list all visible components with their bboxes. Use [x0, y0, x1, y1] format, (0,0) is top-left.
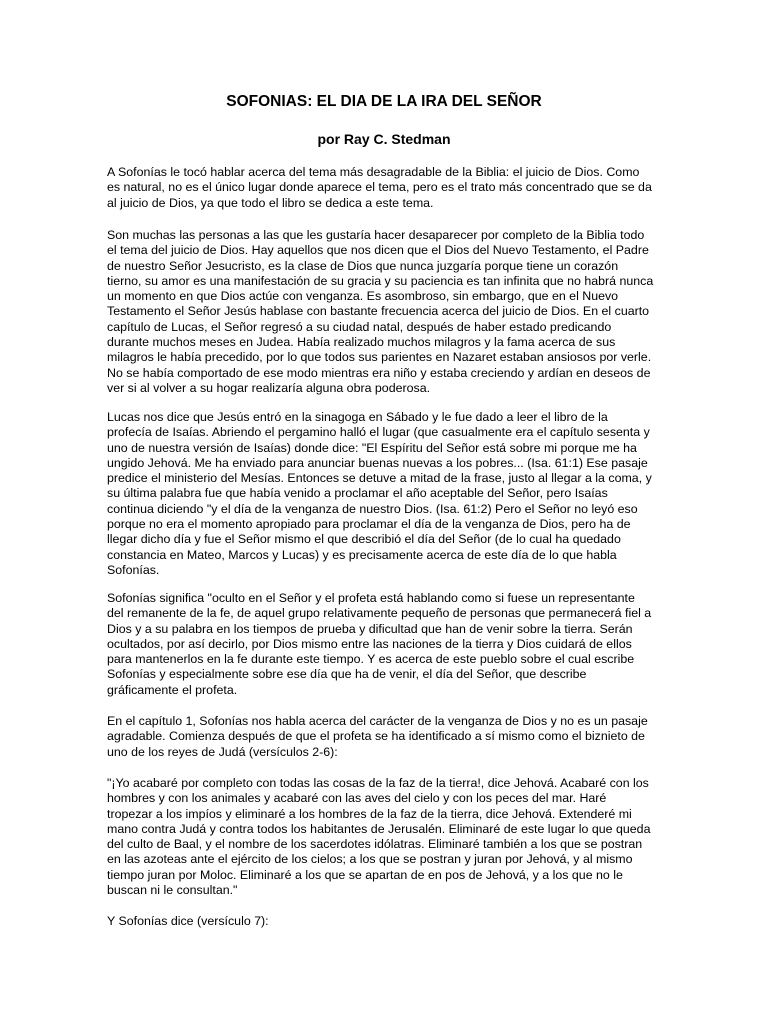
text-line: Sofonías y especialmente sobre ese día que ha de venir, el día del Señor, que describe — [107, 667, 587, 682]
text-line: predice el ministerio del Mesías. Entonces se detuve a mitad de la frase, justo al llegar a la coma, y — [107, 471, 652, 486]
text-line: Lucas nos dice que Jesús entró en la sinagoga en Sábado y le fue dado a leer el libro de la — [107, 410, 608, 424]
text-line: Sofonías significa "oculto en el Señor y el profeta está hablando como si fuese un representante — [107, 591, 635, 605]
text-line: uno de nuestra versión de Isaías) donde dice: "El Espíritu del Señor está sobre mi porque me ha — [107, 440, 637, 455]
paragraph-7 — [107, 914, 661, 929]
text-line: ver si al volver a su hogar realizaría alguna obra poderosa. — [107, 380, 431, 395]
text-line: uno de los reyes de Judá (versículos 2-6): — [107, 744, 338, 759]
paragraph-4 — [107, 591, 661, 698]
text-line: para mantenerlos en la fe durante este tiempo. Y es acerca de este pueblo sobre el cual escribe — [107, 652, 635, 667]
text-line: es natural, no es el único lugar donde aparece el tema, pero es el trato más concentrado que se da — [107, 180, 652, 195]
text-line: continua diciendo "y el día de la venganza de nuestro Dios. (Isa. 61:2) Pero el Señor no leyó eso — [107, 501, 638, 516]
text-line: gráficamente el profeta. — [107, 682, 238, 697]
text-line: "¡Yo acabaré por completo con todas las cosas de la faz de la tierra!, dice Jehová. Acabaré con los — [107, 776, 649, 790]
text-line: porque no era el momento apropiado para proclamar el día de la venganza de Dios, pero ha de — [107, 517, 631, 532]
text-line: tierno, su amor es una manifestación de su gracia y su paciencia es tan infinita que no habrá nunca — [107, 273, 654, 288]
text-line: del culto de Baal, y el nombre de los sacerdotes idólatras. Eliminaré también a los que se postran — [107, 837, 643, 852]
text-line: constancia en Mateo, Marcos y Lucas) y es precisamente acerca de este día de lo que habla — [107, 547, 617, 562]
text-line: Dios y a su palabra en los tiempos de prueba y dificultad que han de venir sobre la tierra. Serán — [107, 621, 633, 636]
text-line: ocultados, por así decirlo, por Dios mismo entre las naciones de la tierra y Dios cuidará de ellos — [107, 636, 632, 651]
text-line: tropezar a los impíos y eliminaré a los hombres de la faz de la tierra, dice Jehová. Extenderé mi — [107, 806, 632, 821]
text-line: En el capítulo 1, Sofonías nos habla acerca del carácter de la venganza de Dios y no es un pasaje — [107, 714, 648, 728]
text-line: de nuestro Señor Jesucristo, es la clase de Dios que nunca juzgaría porque tiene un corazón — [107, 258, 619, 273]
text-line: Testamento el Señor Jesús hablase con bastante frecuencia acerca del juicio de Dios. En el cuarto — [107, 304, 650, 319]
paragraph-3 — [107, 410, 661, 578]
text-line: profecía de Isaías. Abriendo el pergamino halló el lugar (que casualmente era el capítulo sesenta y — [107, 425, 650, 440]
document-title: SOFONIAS: EL DIA DE LA IRA DEL SEÑOR — [226, 93, 542, 110]
text-line: mano contra Judá y contra todos los habitantes de Jerusalén. Eliminaré de este lugar lo que queda — [107, 821, 651, 836]
text-line: Son muchas las personas a las que les gustaría hacer desaparecer por completo de la Biblia todo — [107, 228, 645, 242]
text-line: buscan ni le consultan." — [107, 883, 238, 898]
text-line: tiempo juran por Moloc. Eliminaré a los que se apartan de en pos de Jehová, y a los que no le — [107, 867, 623, 882]
paragraph-2 — [107, 228, 661, 396]
text-line: un momento en que Dios actúe con venganza. Es asombroso, sin embargo, que en el Nuevo — [107, 289, 619, 304]
text-line: su última palabra fue que había venido a proclamar el año aceptable del Señor, pero Isaías — [107, 486, 608, 501]
text-line: ungido Jehová. Me ha enviado para anunciar buenas nuevas a los pobres... (Isa. 61:1) Ese pasaje — [107, 455, 648, 470]
text-line: A Sofonías le tocó hablar acerca del tema más desagradable de la Biblia: el juicio de Dios. Como — [107, 165, 640, 179]
text-line: hombres y con los animales y acabaré con las aves del cielo y con los peces del mar. Haré — [107, 791, 607, 806]
text-line: Sofonías. — [107, 562, 160, 577]
paragraph-1 — [107, 165, 661, 211]
text-line: en las azoteas ante el ejército de los cielos; a los que se postran y juran por Jehová, y al mismo — [107, 852, 633, 867]
document-author: por Ray C. Stedman — [317, 131, 451, 147]
text-line: milagros le había precedido, por lo que todos sus parientes en Nazaret estaban ansiosos por verle. — [107, 350, 652, 365]
paragraph-5 — [107, 714, 661, 760]
text-line: el tema del juicio de Dios. Hay aquellos que nos dicen que el Dios del Nuevo Testamento, el Padre — [107, 243, 649, 258]
text-line: al juicio de Dios, ya que todo el libro se dedica a este tema. — [107, 195, 434, 210]
paragraph-6-quote — [107, 776, 661, 898]
text-line: capítulo de Lucas, el Señor regresó a su ciudad natal, después de haber estado predicando — [107, 319, 612, 334]
text-line: agradable. Comienza después de que el profeta se ha identificado a sí mismo como el biznieto de — [107, 729, 645, 744]
text-line: del remanente de la fe, de aquel grupo relativamente pequeño de personas que permanecerá fiel a — [107, 606, 652, 621]
text-line: llegar dicho día y fue el Señor mismo el que describió el día del Señor (de lo cual ha quedado — [107, 532, 621, 547]
text-line: No se había comportado de ese modo mientras era niño y estaba creciendo y ardían en deseos de — [107, 365, 651, 380]
text-line: durante muchos meses en Judea. Había realizado muchos milagros y la fama acerca de sus — [107, 335, 616, 350]
text-line: Y Sofonías dice (versículo 7): — [107, 914, 269, 928]
